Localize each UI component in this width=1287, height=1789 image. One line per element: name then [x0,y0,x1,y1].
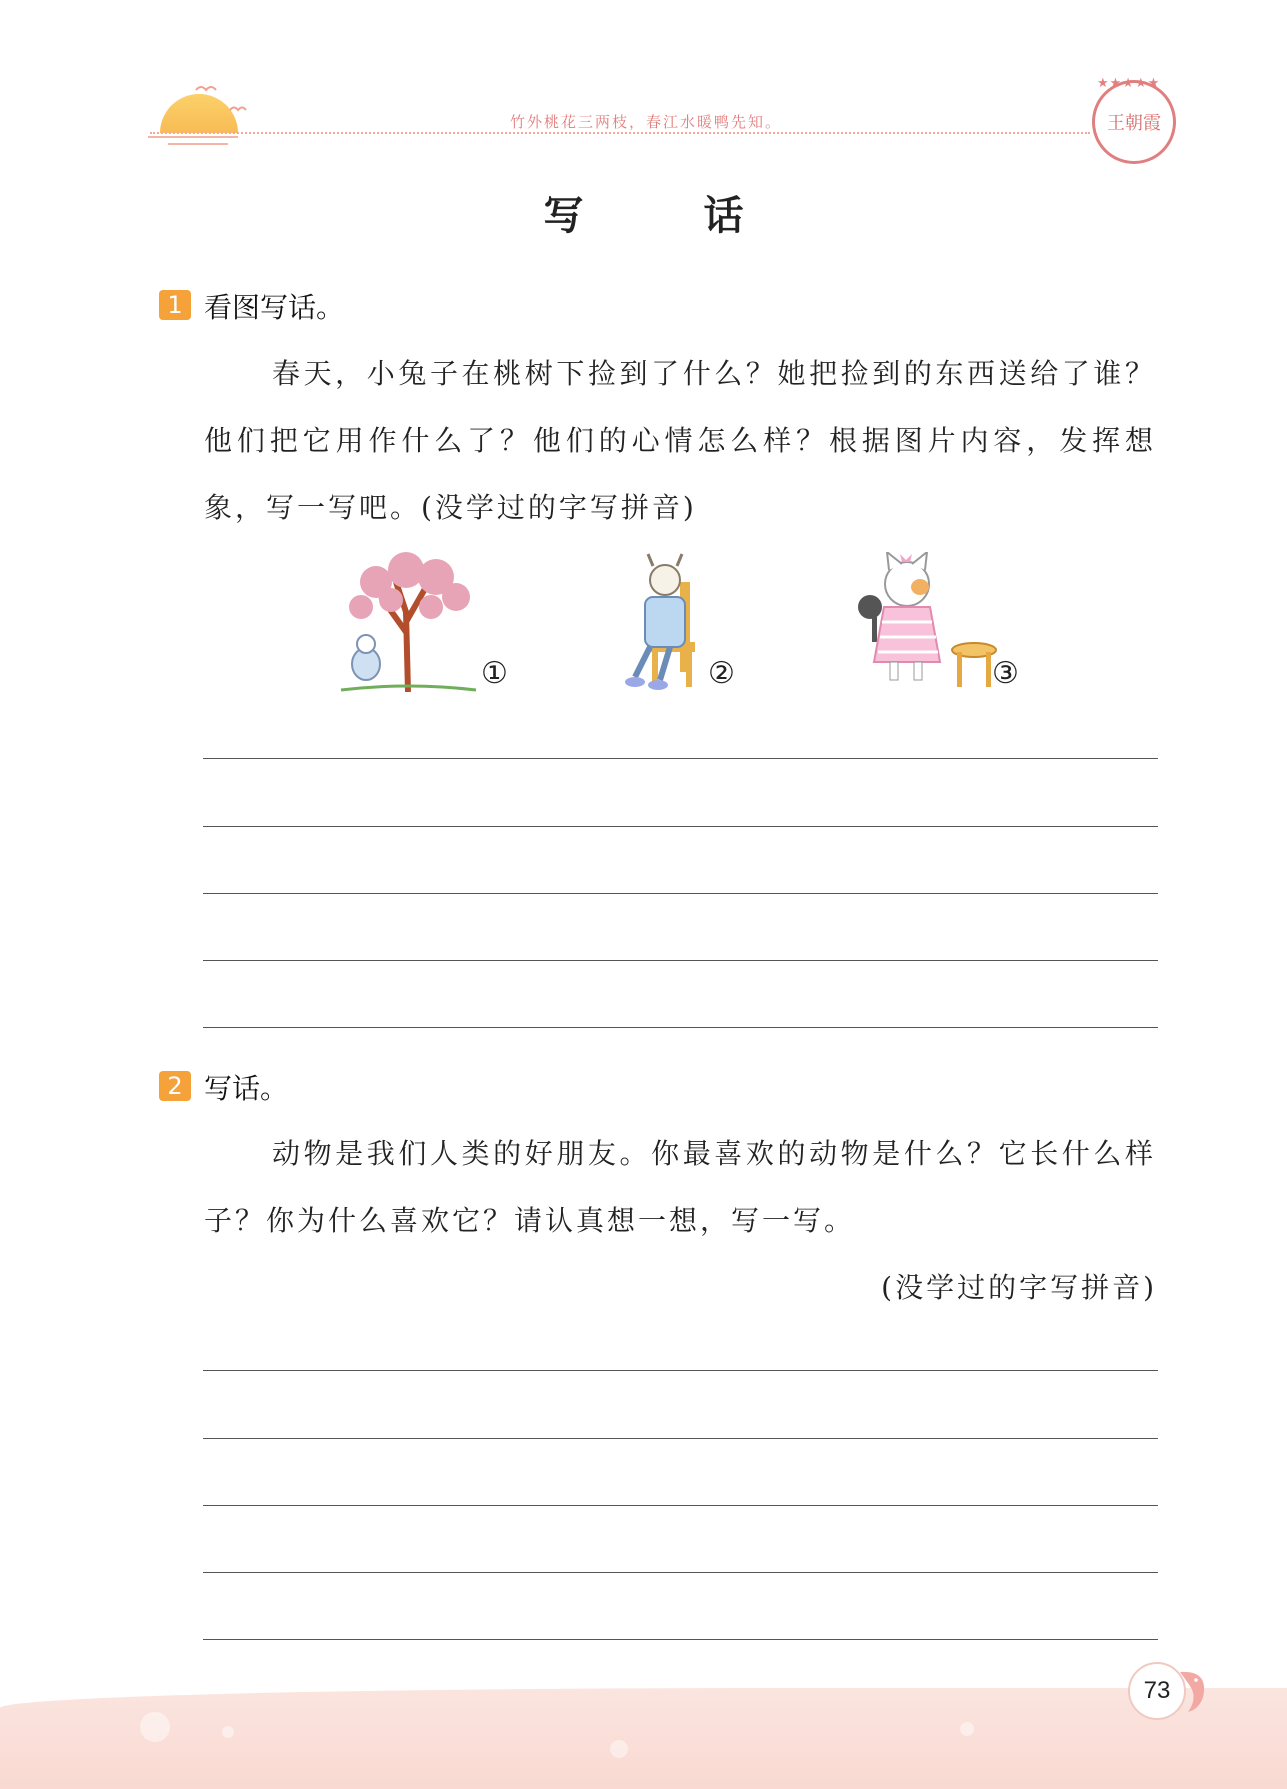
writing-line[interactable] [203,1505,1158,1506]
question-prompt: 春天，小兔子在桃树下捡到了什么？她把捡到的东西送给了谁？他们把它用作什么了？他们的心情怎么样？根据图片内容，发挥想象，写一写吧。(没学过的字写拼音) [204,357,1156,524]
author-seal [1092,80,1176,164]
picture-label: ① [481,656,508,691]
page-number: 73 [1128,1662,1186,1720]
writing-line[interactable] [203,1572,1158,1573]
rabbit-under-peach-tree-icon [336,552,481,692]
seal-stars: ★★★★★ [1097,76,1161,91]
footer-band [0,1688,1287,1789]
pinyin-note: (没学过的字写拼音) [881,1271,1157,1304]
page-title: 写 话 [543,193,784,239]
question-number-badge: 2 [159,1071,191,1101]
header-divider [168,143,228,145]
question-number-badge: 1 [159,290,191,320]
goat-in-chair-icon [620,552,715,692]
decorative-bubble [140,1712,170,1742]
header-motto: 竹外桃花三两枝，春江水暖鸭先知。 [510,113,783,131]
writing-line[interactable] [203,1370,1158,1371]
writing-line[interactable] [203,1438,1158,1439]
question-heading: 看图写话。 [204,291,345,324]
dolphin-icon [1176,1668,1210,1714]
picture-1 [336,552,516,692]
writing-line[interactable] [203,826,1158,827]
writing-line[interactable] [203,893,1158,894]
cat-with-mirror-and-stool-icon [852,552,1002,692]
question-heading: 写话。 [204,1072,289,1105]
picture-3 [852,552,1032,692]
writing-line[interactable] [203,758,1158,759]
decorative-bubble [222,1726,234,1738]
decorative-bubble [960,1722,974,1736]
header-divider [150,132,1090,134]
writing-line[interactable] [203,1639,1158,1640]
question-prompt: 动物是我们人类的好朋友。你最喜欢的动物是什么？它长什么样子？你为什么喜欢它？请认真想一想，写一写。 [204,1137,1156,1237]
picture-2 [620,552,740,692]
writing-line[interactable] [203,1027,1158,1028]
birds-icon [194,80,254,120]
picture-label: ② [708,656,735,691]
picture-label: ③ [992,656,1019,691]
writing-line[interactable] [203,960,1158,961]
seal-text: 王朝霞 [1107,113,1161,134]
header-divider [148,136,238,138]
decorative-bubble [610,1740,628,1758]
